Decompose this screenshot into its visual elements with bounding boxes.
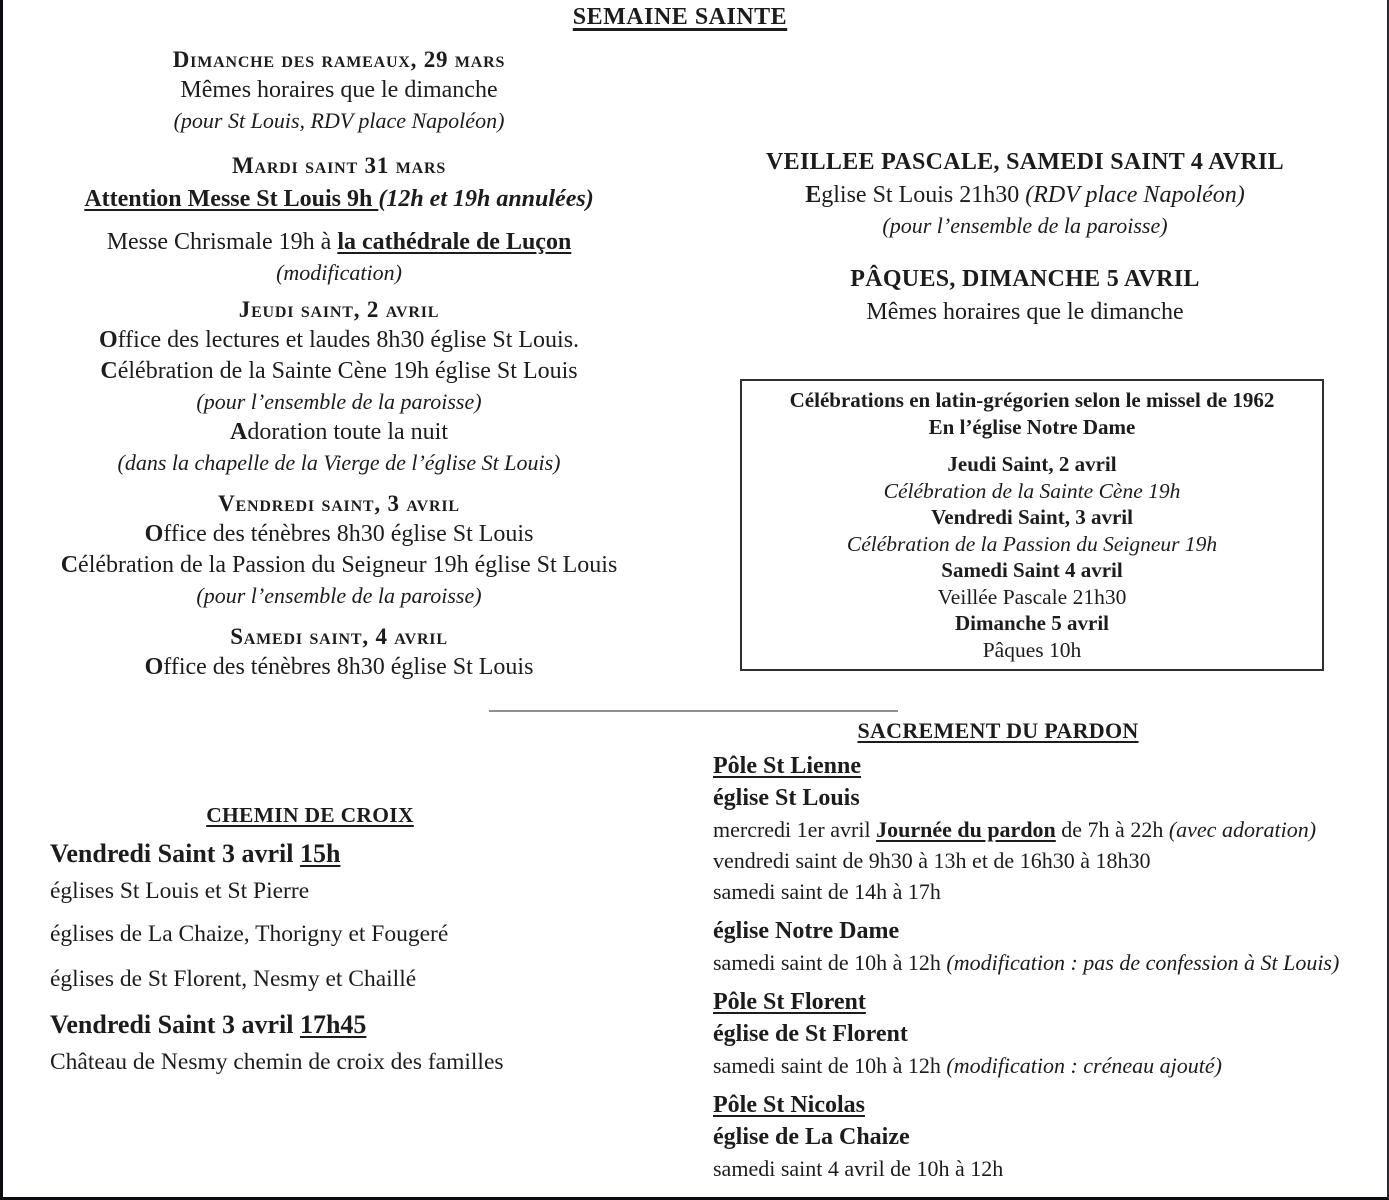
- text-line: [725, 211, 1325, 241]
- text-segment: (modification): [276, 260, 402, 285]
- text-segment: Château de Nesmy chemin de croix des familles: [50, 1049, 504, 1075]
- text-segment: Messe Chrismale 19h à: [106, 229, 338, 255]
- latin-box-title: [752, 387, 1312, 414]
- text-line: [50, 1007, 570, 1043]
- text-line: [3, 325, 675, 356]
- text-segment: O: [144, 654, 164, 680]
- text-line: [752, 584, 1312, 610]
- text-line: [3, 519, 675, 550]
- text-line: [50, 836, 570, 872]
- text-segment: C: [100, 358, 118, 384]
- text-line: [3, 356, 675, 387]
- text-line: [713, 845, 1389, 876]
- text-line: [3, 227, 675, 258]
- text-segment: (RDV place Napoléon): [1025, 182, 1245, 208]
- text-segment: A: [230, 419, 248, 445]
- text-segment: églises de St Florent, Nesmy et Chaillé: [50, 966, 417, 992]
- text-line: [50, 919, 570, 950]
- text-segment: Jeudi saint, 2 avril: [238, 297, 440, 322]
- text-segment: Dimanche des rameaux, 29 mars: [172, 47, 506, 72]
- text-segment: Veillée Pascale 21h30: [937, 585, 1127, 609]
- text-line: [50, 964, 570, 995]
- text-segment: Pâques 10h: [982, 638, 1082, 662]
- page-title-text: SEMAINE SAINTE: [572, 4, 788, 30]
- text-segment: Vendredi saint, 3 avril: [218, 491, 460, 516]
- text-segment: Vendredi Saint 3 avril: [50, 839, 300, 868]
- text-segment: mercredi 1er avril: [713, 817, 877, 842]
- text-segment: église Notre Dame: [713, 918, 900, 944]
- text-segment: la cathédrale de Luçon: [337, 229, 572, 255]
- text-line: [713, 947, 1389, 978]
- text-line: [752, 451, 1312, 478]
- text-segment: Célébration de la Sainte Cène 19h: [883, 479, 1181, 503]
- text-segment: (dans la chapelle de la Vierge de l’église St Louis): [117, 450, 561, 475]
- text-line: [713, 876, 1389, 907]
- text-segment: CHEMIN DE CROIX: [206, 803, 414, 827]
- text-line: [3, 106, 675, 136]
- text-segment: élébration de la Passion du Seigneur 19h église St Louis: [78, 552, 618, 578]
- text-line: [752, 478, 1312, 504]
- text-line: [752, 557, 1312, 584]
- chemin-de-croix-section: [50, 800, 570, 1078]
- text-segment: Samedi saint, 4 avril: [230, 624, 448, 649]
- text-segment: église St Louis: [713, 785, 860, 811]
- text-line: [3, 550, 675, 581]
- text-line: [3, 581, 675, 611]
- latin-gregorian-box: [740, 379, 1324, 671]
- heading-sacrement-du-pardon: [713, 716, 1283, 746]
- text-segment: ffice des ténèbres 8h30 église St Louis: [163, 521, 534, 547]
- text-line: [713, 1153, 1389, 1184]
- text-segment: Pôle St Florent: [713, 989, 866, 1015]
- heading-veillee-pascale: [725, 146, 1325, 179]
- text-line: [3, 387, 675, 417]
- text-line: [752, 531, 1312, 557]
- text-line: [713, 1050, 1389, 1081]
- text-segment: Célébrations en latin-grégorien selon le missel de 1962: [789, 388, 1275, 412]
- text-line: [725, 179, 1325, 211]
- page-title: [3, 4, 1357, 31]
- text-line: [725, 296, 1325, 328]
- text-segment: 17h45: [299, 1010, 367, 1039]
- text-segment: 15h: [299, 839, 341, 868]
- text-line: [50, 876, 570, 907]
- text-line: [3, 181, 675, 217]
- text-segment: SACREMENT DU PARDON: [857, 718, 1139, 743]
- easter-vigil-column: [725, 146, 1325, 328]
- heading-pole-st-nicolas: [713, 1089, 1389, 1121]
- text-line: [3, 448, 675, 478]
- text-segment: (pour St Louis, RDV place Napoléon): [173, 108, 505, 133]
- text-segment: église de St Florent: [713, 1021, 908, 1047]
- text-line: [3, 75, 675, 106]
- text-line: [3, 417, 675, 448]
- heading-vendredi-saint: [3, 488, 675, 519]
- text-segment: églises St Louis et St Pierre: [50, 878, 310, 904]
- text-segment: O: [144, 521, 164, 547]
- text-segment: samedi saint de 14h à 17h: [713, 879, 941, 904]
- text-segment: (12h et 19h annulées): [378, 186, 594, 212]
- text-segment: Mêmes horaires que le dimanche: [866, 299, 1184, 325]
- text-segment: (pour l’ensemble de la paroisse): [196, 583, 482, 608]
- text-segment: Célébration de la Passion du Seigneur 19h: [846, 532, 1218, 556]
- text-segment: Jeudi Saint, 2 avril: [947, 452, 1117, 476]
- text-segment: C: [60, 552, 79, 578]
- text-segment: O: [98, 327, 118, 353]
- text-segment: (pour l’ensemble de la paroisse): [196, 389, 482, 414]
- text-segment: Journée du pardon: [876, 817, 1056, 842]
- text-segment: vendredi saint de 9h30 à 13h et de 16h30 à 18h30: [713, 848, 1151, 873]
- section-divider-line: [489, 710, 898, 712]
- text-line: [713, 782, 1389, 814]
- text-line: [713, 915, 1389, 947]
- text-segment: doration toute la nuit: [247, 419, 448, 445]
- text-segment: PÂQUES, DIMANCHE 5 AVRIL: [850, 266, 1200, 292]
- text-segment: (pour l’ensemble de la paroisse): [882, 213, 1168, 238]
- text-segment: samedi saint de 10h à 12h: [713, 950, 947, 975]
- text-segment: samedi saint 4 avril de 10h à 12h: [713, 1156, 1004, 1181]
- text-line: [3, 652, 675, 683]
- text-line: [50, 1047, 570, 1078]
- text-segment: de 7h à 22h: [1055, 817, 1169, 842]
- text-segment: VEILLEE PASCALE, SAMEDI SAINT 4 AVRIL: [766, 149, 1284, 175]
- heading-pole-st-florent: [713, 986, 1389, 1018]
- text-segment: église de La Chaize: [713, 1124, 910, 1150]
- text-segment: Attention Messe St Louis 9h: [84, 186, 379, 212]
- text-segment: ffice des ténèbres 8h30 église St Louis: [163, 654, 534, 680]
- text-segment: Pôle St Nicolas: [713, 1092, 865, 1118]
- text-line: [752, 610, 1312, 637]
- text-segment: E: [805, 182, 822, 208]
- text-segment: En l’église Notre Dame: [928, 415, 1136, 439]
- text-segment: (modification : pas de confession à St Louis): [946, 950, 1340, 975]
- text-segment: (avec adoration): [1168, 817, 1317, 842]
- text-segment: églises de La Chaize, Thorigny et Fougeré: [50, 921, 449, 947]
- heading-jeudi-saint: [3, 294, 675, 325]
- heading-mardi-saint: [3, 150, 675, 181]
- text-segment: Dimanche 5 avril: [955, 611, 1109, 635]
- text-line: [752, 504, 1312, 531]
- text-segment: Vendredi Saint, 3 avril: [931, 505, 1133, 529]
- text-line: [752, 414, 1312, 441]
- text-segment: ffice des lectures et laudes 8h30 église St Louis.: [117, 327, 580, 353]
- text-segment: samedi saint de 10h à 12h: [713, 1053, 947, 1078]
- text-segment: Mardi saint 31 mars: [231, 153, 447, 178]
- text-segment: (modification : créneau ajouté): [946, 1053, 1222, 1078]
- text-line: [713, 1018, 1389, 1050]
- text-segment: Vendredi Saint 3 avril: [50, 1010, 300, 1039]
- holy-week-schedule-column: [3, 44, 675, 683]
- text-segment: élébration de la Sainte Cène 19h église St Louis: [117, 358, 578, 384]
- text-segment: glise St Louis 21h30: [821, 182, 1026, 208]
- text-line: [713, 814, 1389, 845]
- heading-dimanche-rameaux: [3, 44, 675, 75]
- text-line: [752, 637, 1312, 663]
- text-segment: Samedi Saint 4 avril: [941, 558, 1123, 582]
- heading-pole-st-lienne: [713, 750, 1389, 782]
- text-segment: Mêmes horaires que le dimanche: [180, 77, 498, 103]
- sacrement-du-pardon-section: [713, 716, 1389, 1184]
- text-line: [3, 258, 675, 288]
- heading-paques: [725, 263, 1325, 296]
- text-segment: Pôle St Lienne: [713, 753, 861, 779]
- heading-chemin-de-croix: [50, 800, 570, 830]
- text-line: [713, 1121, 1389, 1153]
- heading-samedi-saint: [3, 621, 675, 652]
